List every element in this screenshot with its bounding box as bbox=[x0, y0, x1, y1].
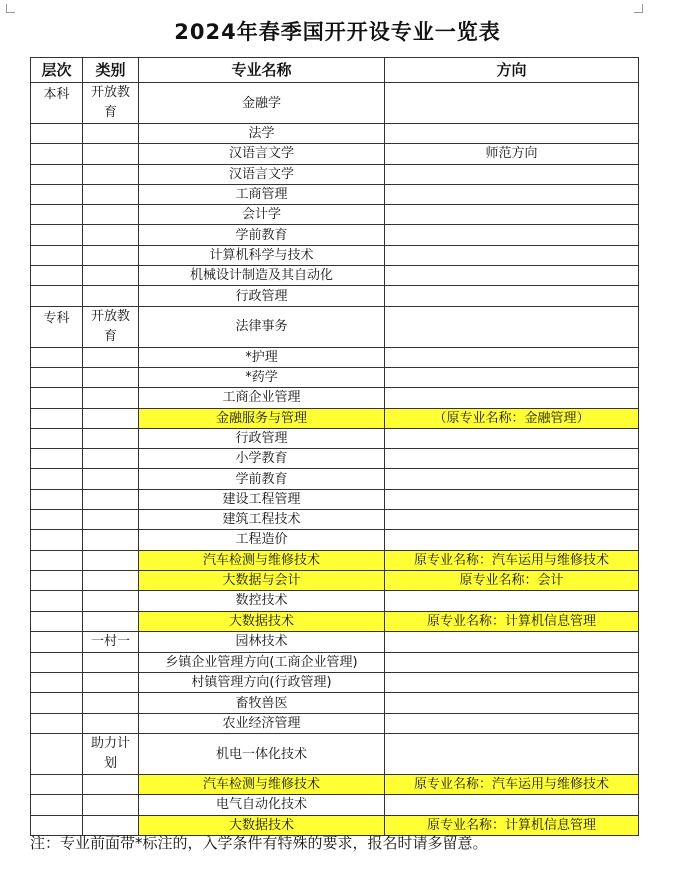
table-row bbox=[31, 775, 639, 795]
major-cell: 工程造价 bbox=[139, 530, 385, 550]
table-row bbox=[31, 245, 639, 265]
level-cell bbox=[31, 550, 83, 570]
direction-cell bbox=[385, 591, 639, 611]
level-cell bbox=[31, 673, 83, 693]
direction-cell: 师范方向 bbox=[385, 144, 639, 164]
major-cell: 小学教育 bbox=[139, 449, 385, 469]
majors-table bbox=[30, 57, 639, 836]
level-cell bbox=[31, 570, 83, 590]
level-cell bbox=[31, 652, 83, 672]
direction-cell bbox=[385, 306, 639, 347]
category-cell bbox=[83, 693, 139, 713]
direction-cell: 原专业名称：计算机信息管理 bbox=[385, 611, 639, 631]
category-cell bbox=[83, 550, 139, 570]
table-row bbox=[31, 266, 639, 286]
table-row bbox=[31, 550, 639, 570]
major-cell: *药学 bbox=[139, 367, 385, 387]
major-cell: 工商管理 bbox=[139, 184, 385, 204]
table-row bbox=[31, 367, 639, 387]
table-row bbox=[31, 611, 639, 631]
level-cell bbox=[31, 347, 83, 367]
level-cell bbox=[31, 489, 83, 509]
major-cell: 村镇管理方向(行政管理) bbox=[139, 673, 385, 693]
direction-cell bbox=[385, 347, 639, 367]
page-title: 2024年春季国开开设专业一览表 bbox=[174, 20, 501, 44]
major-cell: 畜牧兽医 bbox=[139, 693, 385, 713]
major-cell: 金融服务与管理 bbox=[139, 408, 385, 428]
table-row bbox=[31, 713, 639, 733]
major-cell: 会计学 bbox=[139, 205, 385, 225]
level-cell bbox=[31, 693, 83, 713]
level-cell bbox=[31, 205, 83, 225]
table-row bbox=[31, 693, 639, 713]
level-cell bbox=[31, 713, 83, 733]
direction-cell bbox=[385, 225, 639, 245]
header-category: 类别 bbox=[83, 58, 139, 83]
table-row bbox=[31, 184, 639, 204]
category-cell bbox=[83, 408, 139, 428]
table-row bbox=[31, 83, 639, 124]
major-cell: 机电一体化技术 bbox=[139, 734, 385, 775]
level-cell: 专科 bbox=[31, 306, 83, 347]
level-cell bbox=[31, 184, 83, 204]
table-row bbox=[31, 144, 639, 164]
category-cell bbox=[83, 591, 139, 611]
table-row bbox=[31, 225, 639, 245]
direction-cell bbox=[385, 631, 639, 652]
major-cell: 机械设计制造及其自动化 bbox=[139, 266, 385, 286]
major-cell: 工商企业管理 bbox=[139, 388, 385, 408]
table-row bbox=[31, 631, 639, 652]
direction-cell bbox=[385, 673, 639, 693]
category-cell bbox=[83, 164, 139, 184]
table-row bbox=[31, 795, 639, 815]
table-row bbox=[31, 306, 639, 347]
direction-cell bbox=[385, 245, 639, 265]
level-cell bbox=[31, 631, 83, 652]
major-cell: 金融学 bbox=[139, 83, 385, 124]
major-cell: *护理 bbox=[139, 347, 385, 367]
major-cell: 数控技术 bbox=[139, 591, 385, 611]
major-cell: 大数据技术 bbox=[139, 611, 385, 631]
major-cell: 行政管理 bbox=[139, 286, 385, 306]
level-cell: 本科 bbox=[31, 83, 83, 124]
table-row bbox=[31, 205, 639, 225]
category-cell bbox=[83, 184, 139, 204]
level-cell bbox=[31, 388, 83, 408]
table-row bbox=[31, 408, 639, 428]
table-row bbox=[31, 673, 639, 693]
category-cell bbox=[83, 713, 139, 733]
level-cell bbox=[31, 530, 83, 550]
level-cell bbox=[31, 266, 83, 286]
table-row bbox=[31, 652, 639, 672]
major-cell: 电气自动化技术 bbox=[139, 795, 385, 815]
direction-cell bbox=[385, 693, 639, 713]
level-cell bbox=[31, 795, 83, 815]
level-cell bbox=[31, 469, 83, 489]
table-row bbox=[31, 164, 639, 184]
major-cell: 汉语言文学 bbox=[139, 144, 385, 164]
category-cell bbox=[83, 530, 139, 550]
table-row bbox=[31, 347, 639, 367]
table-row bbox=[31, 388, 639, 408]
table-row bbox=[31, 449, 639, 469]
major-cell: 计算机科学与技术 bbox=[139, 245, 385, 265]
direction-cell: 原专业名称：汽车运用与维修技术 bbox=[385, 775, 639, 795]
category-cell bbox=[83, 225, 139, 245]
category-cell bbox=[83, 428, 139, 448]
table-row bbox=[31, 530, 639, 550]
category-cell bbox=[83, 347, 139, 367]
direction-cell: （原专业名称：金融管理） bbox=[385, 408, 639, 428]
table-body bbox=[31, 83, 639, 836]
direction-cell: 原专业名称：计算机信息管理 bbox=[385, 815, 639, 835]
major-cell: 学前教育 bbox=[139, 225, 385, 245]
major-cell: 大数据技术 bbox=[139, 815, 385, 835]
major-cell: 法学 bbox=[139, 124, 385, 144]
category-cell bbox=[83, 245, 139, 265]
direction-cell bbox=[385, 428, 639, 448]
table-row bbox=[31, 591, 639, 611]
major-cell: 汽车检测与维修技术 bbox=[139, 550, 385, 570]
direction-cell bbox=[385, 388, 639, 408]
level-cell bbox=[31, 408, 83, 428]
major-cell: 建设工程管理 bbox=[139, 489, 385, 509]
direction-cell bbox=[385, 124, 639, 144]
direction-cell bbox=[385, 530, 639, 550]
major-cell: 大数据与会计 bbox=[139, 570, 385, 590]
category-cell bbox=[83, 673, 139, 693]
direction-cell bbox=[385, 184, 639, 204]
page-corner-mark-left bbox=[6, 4, 15, 13]
major-cell: 乡镇企业管理方向(工商企业管理) bbox=[139, 652, 385, 672]
level-cell bbox=[31, 164, 83, 184]
major-cell: 行政管理 bbox=[139, 428, 385, 448]
category-cell bbox=[83, 469, 139, 489]
table-row bbox=[31, 286, 639, 306]
level-cell bbox=[31, 124, 83, 144]
direction-cell bbox=[385, 734, 639, 775]
major-cell: 园林技术 bbox=[139, 631, 385, 652]
level-cell bbox=[31, 775, 83, 795]
category-cell bbox=[83, 611, 139, 631]
category-cell bbox=[83, 570, 139, 590]
table-header-row bbox=[31, 58, 639, 83]
direction-cell bbox=[385, 205, 639, 225]
level-cell bbox=[31, 144, 83, 164]
direction-cell bbox=[385, 795, 639, 815]
category-cell bbox=[83, 205, 139, 225]
footnote: 注：专业前面带*标注的，入学条件有特殊的要求，报名时请多留意。 bbox=[30, 834, 488, 852]
major-cell: 汉语言文学 bbox=[139, 164, 385, 184]
level-cell bbox=[31, 449, 83, 469]
category-cell: 一村一 bbox=[83, 631, 139, 652]
direction-cell bbox=[385, 164, 639, 184]
category-cell bbox=[83, 510, 139, 530]
category-cell bbox=[83, 286, 139, 306]
category-cell bbox=[83, 775, 139, 795]
direction-cell bbox=[385, 367, 639, 387]
level-cell bbox=[31, 367, 83, 387]
table-row bbox=[31, 428, 639, 448]
table-row bbox=[31, 734, 639, 775]
direction-cell: 原专业名称：会计 bbox=[385, 570, 639, 590]
category-cell bbox=[83, 449, 139, 469]
major-cell: 汽车检测与维修技术 bbox=[139, 775, 385, 795]
category-cell bbox=[83, 489, 139, 509]
category-cell bbox=[83, 795, 139, 815]
level-cell bbox=[31, 225, 83, 245]
direction-cell bbox=[385, 286, 639, 306]
direction-cell bbox=[385, 489, 639, 509]
major-cell: 学前教育 bbox=[139, 469, 385, 489]
table-row bbox=[31, 510, 639, 530]
table-row bbox=[31, 469, 639, 489]
table-row bbox=[31, 124, 639, 144]
category-cell: 开放教 育 bbox=[83, 306, 139, 347]
direction-cell bbox=[385, 713, 639, 733]
level-cell bbox=[31, 591, 83, 611]
level-cell bbox=[31, 428, 83, 448]
level-cell bbox=[31, 510, 83, 530]
level-cell bbox=[31, 245, 83, 265]
major-cell: 法律事务 bbox=[139, 306, 385, 347]
category-cell bbox=[83, 367, 139, 387]
major-cell: 建筑工程技术 bbox=[139, 510, 385, 530]
level-cell bbox=[31, 286, 83, 306]
header-direction: 方向 bbox=[385, 58, 639, 83]
direction-cell bbox=[385, 469, 639, 489]
direction-cell bbox=[385, 652, 639, 672]
category-cell bbox=[83, 144, 139, 164]
category-cell: 助力计 划 bbox=[83, 734, 139, 775]
direction-cell bbox=[385, 449, 639, 469]
category-cell bbox=[83, 266, 139, 286]
direction-cell bbox=[385, 266, 639, 286]
level-cell bbox=[31, 611, 83, 631]
direction-cell bbox=[385, 83, 639, 124]
page-corner-mark-right bbox=[634, 4, 643, 13]
direction-cell bbox=[385, 510, 639, 530]
category-cell bbox=[83, 124, 139, 144]
category-cell: 开放教 育 bbox=[83, 83, 139, 124]
table-row bbox=[31, 489, 639, 509]
table-row bbox=[31, 570, 639, 590]
header-major: 专业名称 bbox=[139, 58, 385, 83]
category-cell bbox=[83, 652, 139, 672]
category-cell bbox=[83, 388, 139, 408]
header-level: 层次 bbox=[31, 58, 83, 83]
direction-cell: 原专业名称：汽车运用与维修技术 bbox=[385, 550, 639, 570]
major-cell: 农业经济管理 bbox=[139, 713, 385, 733]
level-cell bbox=[31, 734, 83, 775]
